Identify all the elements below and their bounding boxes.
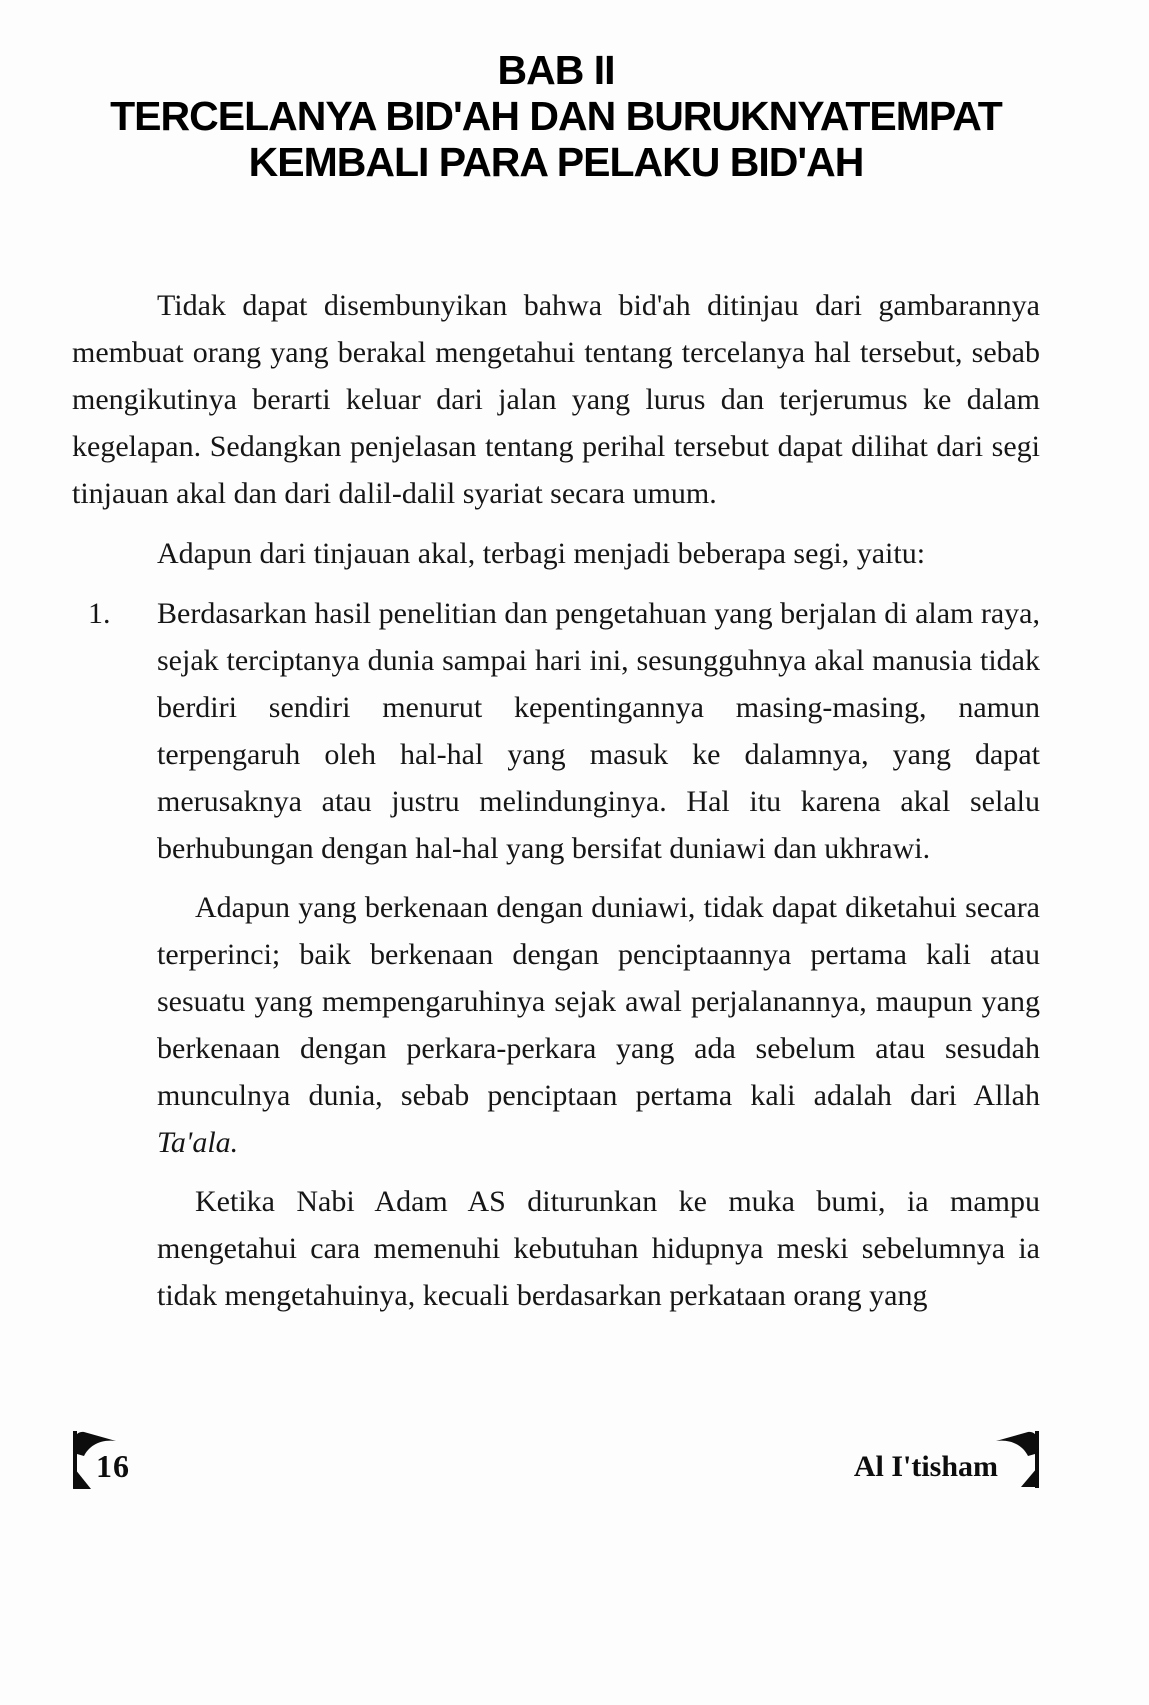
list-item-number: 1. — [88, 597, 111, 630]
chapter-heading — [72, 47, 1040, 185]
chapter-title-line-1: TERCELANYA BID'AH DAN BURUKNYATEMPAT — [110, 93, 1002, 139]
paragraph-3-italic-term: Ta'ala. — [157, 1126, 239, 1159]
paragraph-3-text: Adapun yang berkenaan dengan duniawi, tidak dapat diketahui secara terperinci; baik berkenaan dengan penciptaannya pertama kali atau sesuatu yang mempengaruhinya sejak awal perjalanannya, maupun yang berkenaan dengan perkara-perkara yang ada sebelum atau sesudah munculnya dunia, sebab penciptaan pertama kali adalah dari Allah — [157, 891, 1040, 1112]
footer-right — [780, 1426, 1040, 1496]
list-item-text: Berdasarkan hasil penelitian dan pengetahuan yang berjalan di alam raya, sejak terciptanya dunia sampai hari ini, sesungguhnya akal manusia tidak berdiri sendiri menurut kepentingannya masing-masing, namun terpengaruh oleh hal-hal yang masuk ke dalamnya, yang dapat merusaknya atau justru melindunginya. Hal itu karena akal selalu berhubungan dengan hal-hal yang bersifat duniawi dan ukhrawi. — [157, 597, 1040, 865]
page-number: 16 — [96, 1448, 130, 1484]
chapter-number: BAB II — [497, 47, 615, 93]
corner-bracket-right-icon — [994, 1426, 1040, 1488]
paragraph-2: Adapun dari tinjauan akal, terbagi menjadi beberapa segi, yaitu: — [157, 537, 926, 570]
paragraph-4: Ketika Nabi Adam AS diturunkan ke muka bumi, ia mampu mengetahui cara memenuhi kebutuhan hidupnya meski sebelumnya ia tidak mengetahuinya, kecuali berdasarkan perkataan orang yang — [157, 1185, 1040, 1312]
paragraph-1: Tidak dapat disembunyikan bahwa bid'ah ditinjau dari gambarannya membuat orang yang berakal mengetahui tentang tercelanya hal tersebut, sebab mengikutinya berarti keluar dari jalan yang lurus dan terjerumus ke dalam kegelapan. Sedangkan penjelasan tentang perihal tersebut dapat dilihat dari segi tinjauan akal dan dari dalil-dalil syariat secara umum. — [72, 289, 1040, 510]
footer-left — [64, 1426, 244, 1496]
chapter-title-line-2: KEMBALI PARA PELAKU BID'AH — [248, 139, 864, 185]
numbered-list-item-1 — [72, 590, 1040, 872]
page-body — [72, 282, 1040, 1319]
paragraph-3 — [157, 884, 1040, 1166]
book-title-mark: Al I'tisham — [853, 1450, 998, 1483]
